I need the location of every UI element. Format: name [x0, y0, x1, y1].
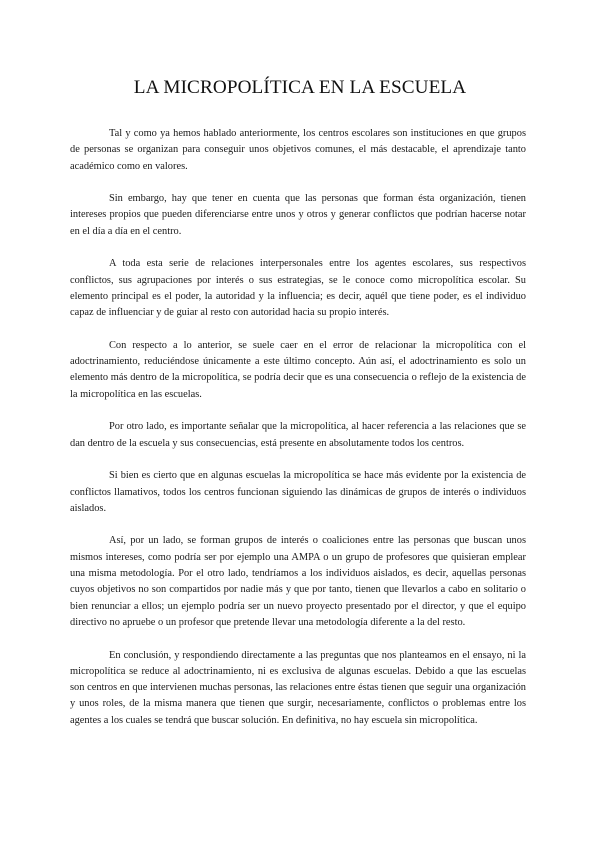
paragraph: Si bien es cierto que en algunas escuelas la micropolítica se hace más evidente por la existencia de conflictos llamativos, todos los centros funcionan siguiendo las dinámicas de grupos de interés o individuos aislados.: [70, 470, 526, 514]
paragraph: A toda esta serie de relaciones interpersonales entre los agentes escolares, sus respectivos conflictos, sus agrupaciones por interés o sus estrategias, se le conoce como micropolítica escolar. Su elemento principal es el poder, la autoridad y la influencia; es decir, aquél que tiene poder, es el individuo capaz de influenciar y de guiar al resto con autoridad hacia su propio interés.: [70, 258, 526, 319]
paragraph: Con respecto a lo anterior, se suele caer en el error de relacionar la micropolítica con el adoctrinamiento, reduciéndose únicamente a este último concepto. Aún así, el adoctrinamiento es solo un elemento más dentro de la micropolítica, se podría decir que es una consecuencia o reflejo de la existencia de la micropolítica en las escuelas.: [70, 339, 526, 400]
paragraph: Así, por un lado, se forman grupos de interés o coaliciones entre las personas que buscan unos mismos intereses, como podría ser por ejemplo una AMPA o un grupo de profesores que quisieran emplear una misma metodología. Por el otro lado, tendríamos a los individuos aislados, es decir, aquellas personas cuyos objetivos no son compartidos por nadie más y que por tanto, tienen que llevarlos a cabo en solitario o bien renunciar a ellos; un ejemplo podría ser un nuevo proyecto presentado por el director, y que el equipo directivo no apruebe o un profesor que pretende llevar una metodología diferente a la del resto.: [70, 535, 526, 628]
paragraph: Sin embargo, hay que tener en cuenta que las personas que forman ésta organización, tienen intereses propios que pueden diferenciarse entre unos y otros y generar conflictos que podrían hacerse notar en el día a día en el centro.: [70, 193, 526, 237]
document-title: LA MICROPOLÍTICA EN LA ESCUELA: [133, 77, 467, 98]
paragraph: Por otro lado, es importante señalar que la micropolítica, al hacer referencia a las relaciones que se dan dentro de la escuela y sus consecuencias, está presente en absolutamente todos los centros.: [70, 421, 526, 449]
paragraph: En conclusión, y respondiendo directamente a las preguntas que nos planteamos en el ensayo, ni la micropolítica se reduce al adoctrinamiento, ni es exclusiva de algunas escuelas. Debido a que las escuelas son centros en que intervienen muchas personas, las relaciones entre éstas tienen que seguir una organización y unos roles, de la misma manera que tienen que surgir, necesariamente, conflictos o problemas entre los agentes a los cuales se tendrá que buscar solución. En definitiva, no hay escuela sin micropolítica.: [70, 649, 526, 726]
document-body: [70, 126, 526, 745]
paragraph: Tal y como ya hemos hablado anteriormente, los centros escolares son instituciones en que grupos de personas se organizan para conseguir unos objetivos comunes, el más destacable, el aprendizaje tanto académico como en valores.: [70, 128, 526, 172]
